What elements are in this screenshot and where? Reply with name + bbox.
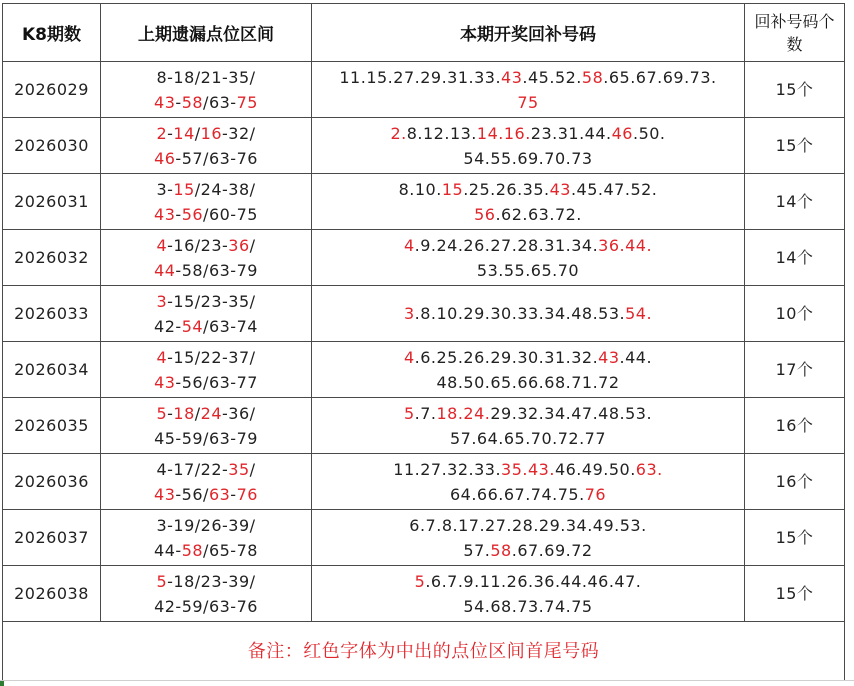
numbers-line	[312, 233, 744, 258]
highlighted-number: 76	[236, 484, 258, 504]
table-body	[3, 62, 845, 622]
interval-line	[101, 538, 311, 563]
interval-line	[101, 401, 311, 426]
number-text: -57/63-76	[175, 148, 258, 168]
number-text: -16/23-	[167, 235, 229, 255]
highlighted-number: 24	[200, 403, 223, 423]
interval-cell[interactable]	[101, 286, 312, 342]
highlighted-number: 16	[200, 123, 223, 143]
interval-cell[interactable]	[101, 566, 312, 622]
interval-cell[interactable]	[101, 454, 312, 510]
interval-line	[101, 569, 311, 594]
highlighted-number: 5	[414, 571, 426, 591]
count-cell[interactable]: 16个	[745, 398, 845, 454]
numbers-line	[312, 457, 744, 482]
numbers-cell[interactable]	[312, 454, 745, 510]
interval-line	[101, 370, 311, 395]
number-text: /63-74	[203, 316, 258, 336]
issue-cell[interactable]: 2026032	[3, 230, 101, 286]
numbers-line	[312, 146, 744, 171]
number-text: -56/	[175, 484, 209, 504]
number-text: -	[167, 123, 174, 143]
interval-cell[interactable]	[101, 174, 312, 230]
header-issue[interactable]: K8期数	[3, 4, 101, 62]
highlighted-number: 56	[181, 204, 204, 224]
interval-line	[101, 457, 311, 482]
number-text: -18/23-39/	[167, 571, 256, 591]
highlighted-number: 43	[154, 92, 176, 112]
highlighted-number: 58	[581, 67, 604, 87]
number-text: -56/63-77	[175, 372, 258, 392]
numbers-line	[312, 426, 744, 451]
highlighted-number: 18.24.	[436, 403, 491, 423]
interval-cell[interactable]	[101, 118, 312, 174]
number-text: /63-	[203, 92, 237, 112]
highlighted-number: 18	[173, 403, 195, 423]
issue-cell[interactable]: 2026029	[3, 62, 101, 118]
number-text: -	[175, 204, 182, 224]
number-text: 42-59/63-76	[154, 596, 258, 616]
number-text: -	[167, 403, 174, 423]
highlighted-number: 4	[403, 347, 415, 367]
count-cell[interactable]: 15个	[745, 510, 845, 566]
count-cell[interactable]: 16个	[745, 454, 845, 510]
interval-cell[interactable]	[101, 510, 312, 566]
number-text: 4-17/22-	[156, 459, 229, 479]
numbers-line	[312, 90, 744, 115]
number-text: 46.49.50.	[554, 459, 636, 479]
lottery-table	[2, 3, 845, 681]
number-text: /65-78	[203, 540, 258, 560]
numbers-cell[interactable]	[312, 566, 745, 622]
number-text: .9.24.26.27.28.31.34.	[414, 235, 599, 255]
issue-cell[interactable]: 2026036	[3, 454, 101, 510]
issue-cell[interactable]: 2026033	[3, 286, 101, 342]
interval-line	[101, 594, 311, 619]
interval-line	[101, 177, 311, 202]
count-cell[interactable]: 17个	[745, 342, 845, 398]
interval-cell[interactable]	[101, 230, 312, 286]
numbers-line	[312, 594, 744, 619]
number-text: -36/	[222, 403, 256, 423]
number-text: 8-18/21-35/	[156, 67, 256, 87]
interval-line	[101, 258, 311, 283]
numbers-line	[312, 177, 744, 202]
number-text: 53.55.65.70	[476, 260, 580, 280]
number-text: /	[249, 235, 256, 255]
number-text: /	[194, 123, 201, 143]
issue-cell[interactable]: 2026031	[3, 174, 101, 230]
number-text: .25.26.35.	[463, 179, 550, 199]
numbers-line	[312, 258, 744, 283]
header-count[interactable]	[745, 4, 845, 62]
highlighted-number: 2	[156, 123, 168, 143]
number-text: 57.	[463, 540, 491, 560]
number-text: /60-75	[203, 204, 258, 224]
highlighted-number: 58	[181, 540, 204, 560]
number-text: -32/	[222, 123, 256, 143]
table-row	[3, 510, 845, 566]
numbers-cell[interactable]	[312, 398, 745, 454]
count-cell[interactable]: 15个	[745, 118, 845, 174]
numbers-line	[312, 538, 744, 563]
highlighted-number: 63	[208, 484, 231, 504]
number-text: .67.69.72	[511, 540, 593, 560]
number-text: 54.68.73.74.75	[463, 596, 593, 616]
highlighted-number: 63.	[635, 459, 663, 479]
numbers-line	[312, 569, 744, 594]
highlighted-number: 14	[173, 123, 195, 143]
highlighted-number: 5	[403, 403, 415, 423]
issue-cell[interactable]: 2026037	[3, 510, 101, 566]
table-row	[3, 286, 845, 342]
highlighted-number: 14.16.	[476, 123, 531, 143]
highlighted-number: 46	[611, 123, 633, 143]
highlighted-number: 4	[156, 347, 168, 367]
count-cell[interactable]: 14个	[745, 174, 845, 230]
table-row	[3, 62, 845, 118]
highlighted-number: 58	[181, 92, 204, 112]
interval-line	[101, 233, 311, 258]
number-text: .62.63.72.	[495, 204, 582, 224]
highlighted-number: 3	[156, 291, 168, 311]
numbers-line	[312, 202, 744, 227]
note-row	[3, 622, 845, 681]
numbers-line	[312, 345, 744, 370]
header-numbers[interactable]: 本期开奖回补号码	[312, 4, 745, 62]
highlighted-number: 54	[181, 316, 204, 336]
highlighted-number: 15	[173, 179, 195, 199]
sheet-tab-marker	[0, 681, 4, 686]
count-cell[interactable]: 10个	[745, 286, 845, 342]
number-text: .50.	[632, 123, 666, 143]
table-row	[3, 230, 845, 286]
number-text: .6.25.26.29.30.31.32.	[414, 347, 599, 367]
numbers-cell[interactable]	[312, 286, 745, 342]
number-text: .45.52.	[522, 67, 582, 87]
header-row	[3, 4, 845, 62]
interval-line	[101, 426, 311, 451]
highlighted-number: 75	[517, 92, 539, 112]
number-text: 44-	[154, 540, 182, 560]
highlighted-number: 36.44.	[598, 235, 653, 255]
number-text: 57.64.65.70.72.77	[449, 428, 607, 448]
header-count-text: 回补号码个数	[754, 11, 835, 54]
issue-cell[interactable]: 2026034	[3, 342, 101, 398]
numbers-line	[312, 482, 744, 507]
number-text: .65.67.69.73.	[603, 67, 717, 87]
highlighted-number: 36	[228, 235, 250, 255]
number-text: .8.10.29.30.33.34.48.53.	[414, 304, 626, 323]
number-text: -58/63-79	[175, 260, 258, 280]
interval-line	[101, 202, 311, 227]
number-text: 23.31.44.	[530, 123, 612, 143]
table-row	[3, 174, 845, 230]
numbers-cell[interactable]	[312, 230, 745, 286]
count-cell[interactable]: 15个	[745, 566, 845, 622]
numbers-cell[interactable]	[312, 510, 745, 566]
highlighted-number: 4	[403, 235, 415, 255]
interval-line	[101, 65, 311, 90]
highlighted-number: 43	[549, 179, 571, 199]
issue-cell[interactable]: 2026035	[3, 398, 101, 454]
number-text: /	[249, 459, 256, 479]
highlighted-number: 54.	[625, 304, 653, 323]
issue-cell[interactable]: 2026030	[3, 118, 101, 174]
number-text: 11.27.32.33.	[393, 459, 502, 479]
highlighted-number: 3	[403, 304, 415, 323]
note-cell[interactable]: 备注：红色字体为中出的点位区间首尾号码	[3, 622, 845, 681]
table-row	[3, 454, 845, 510]
interval-line	[101, 482, 311, 507]
interval-line	[101, 314, 311, 339]
number-text: 6.7.8.17.27.28.29.34.49.53.	[409, 515, 647, 535]
numbers-line	[312, 370, 744, 395]
highlighted-number: 4	[156, 235, 168, 255]
interval-line	[101, 121, 311, 146]
count-cell[interactable]: 14个	[745, 230, 845, 286]
highlighted-number: 15	[441, 179, 464, 199]
numbers-cell[interactable]	[312, 62, 745, 118]
header-interval[interactable]: 上期遗漏点位区间	[101, 4, 312, 62]
numbers-line	[312, 513, 744, 538]
interval-line	[101, 146, 311, 171]
number-text: -	[230, 484, 237, 504]
number-text: /24-38/	[194, 179, 256, 199]
issue-cell[interactable]: 2026038	[3, 566, 101, 622]
interval-line	[101, 289, 311, 314]
numbers-line	[312, 65, 744, 90]
highlighted-number: 43	[154, 204, 176, 224]
highlighted-number: 44	[154, 260, 176, 280]
highlighted-number: 2.	[390, 123, 407, 143]
number-text: -	[175, 92, 182, 112]
numbers-line	[312, 401, 744, 426]
highlighted-number: 35	[228, 459, 250, 479]
table-row	[3, 118, 845, 174]
number-text: 3-19/26-39/	[156, 515, 256, 535]
number-text: 3-	[156, 179, 174, 199]
interval-line	[101, 90, 311, 115]
highlighted-number: 56	[474, 204, 496, 224]
numbers-cell[interactable]	[312, 174, 745, 230]
sheet-bottom-strip	[0, 680, 854, 686]
number-text: 29.32.34.47.48.53.	[490, 403, 653, 423]
highlighted-number: 43	[501, 67, 523, 87]
number-text: 8.12.13.	[406, 123, 477, 143]
highlighted-number: 5	[156, 571, 168, 591]
interval-cell[interactable]	[101, 342, 312, 398]
number-text: .7.	[414, 403, 437, 423]
numbers-line	[312, 121, 744, 146]
interval-cell[interactable]	[101, 398, 312, 454]
highlighted-number: 43	[154, 372, 176, 392]
highlighted-number: 43	[154, 484, 176, 504]
number-text: 48.50.65.66.68.71.72	[436, 372, 620, 392]
table-row	[3, 398, 845, 454]
count-cell[interactable]: 15个	[745, 62, 845, 118]
highlighted-number: 75	[236, 92, 258, 112]
table-row	[3, 342, 845, 398]
number-text: 45-59/63-79	[154, 428, 258, 448]
number-text: .44.	[619, 347, 653, 367]
highlighted-number: 35.43.	[501, 459, 555, 479]
highlighted-number: 5	[156, 403, 168, 423]
number-text: 42-	[154, 316, 182, 336]
number-text: -15/23-35/	[167, 291, 256, 311]
number-text: .6.7.9.11.26.36.44.46.47.	[425, 571, 642, 591]
numbers-cell[interactable]	[312, 342, 745, 398]
numbers-cell[interactable]	[312, 118, 745, 174]
highlighted-number: 43	[598, 347, 620, 367]
number-text: 64.66.67.74.75.	[449, 484, 585, 504]
interval-line	[101, 345, 311, 370]
table-row	[3, 566, 845, 622]
highlighted-number: 58	[490, 540, 512, 560]
number-text: /	[194, 403, 201, 423]
number-text: 54.55.69.70.73	[463, 148, 593, 168]
highlighted-number: 76	[584, 484, 607, 504]
number-text: 11.15.27.29.31.33.	[339, 67, 502, 87]
highlighted-number: 46	[154, 148, 176, 168]
interval-line	[101, 513, 311, 538]
number-text: .45.47.52.	[570, 179, 658, 199]
numbers-line	[312, 301, 744, 326]
interval-cell[interactable]	[101, 62, 312, 118]
number-text: 8.10.	[398, 179, 442, 199]
number-text: -15/22-37/	[167, 347, 256, 367]
